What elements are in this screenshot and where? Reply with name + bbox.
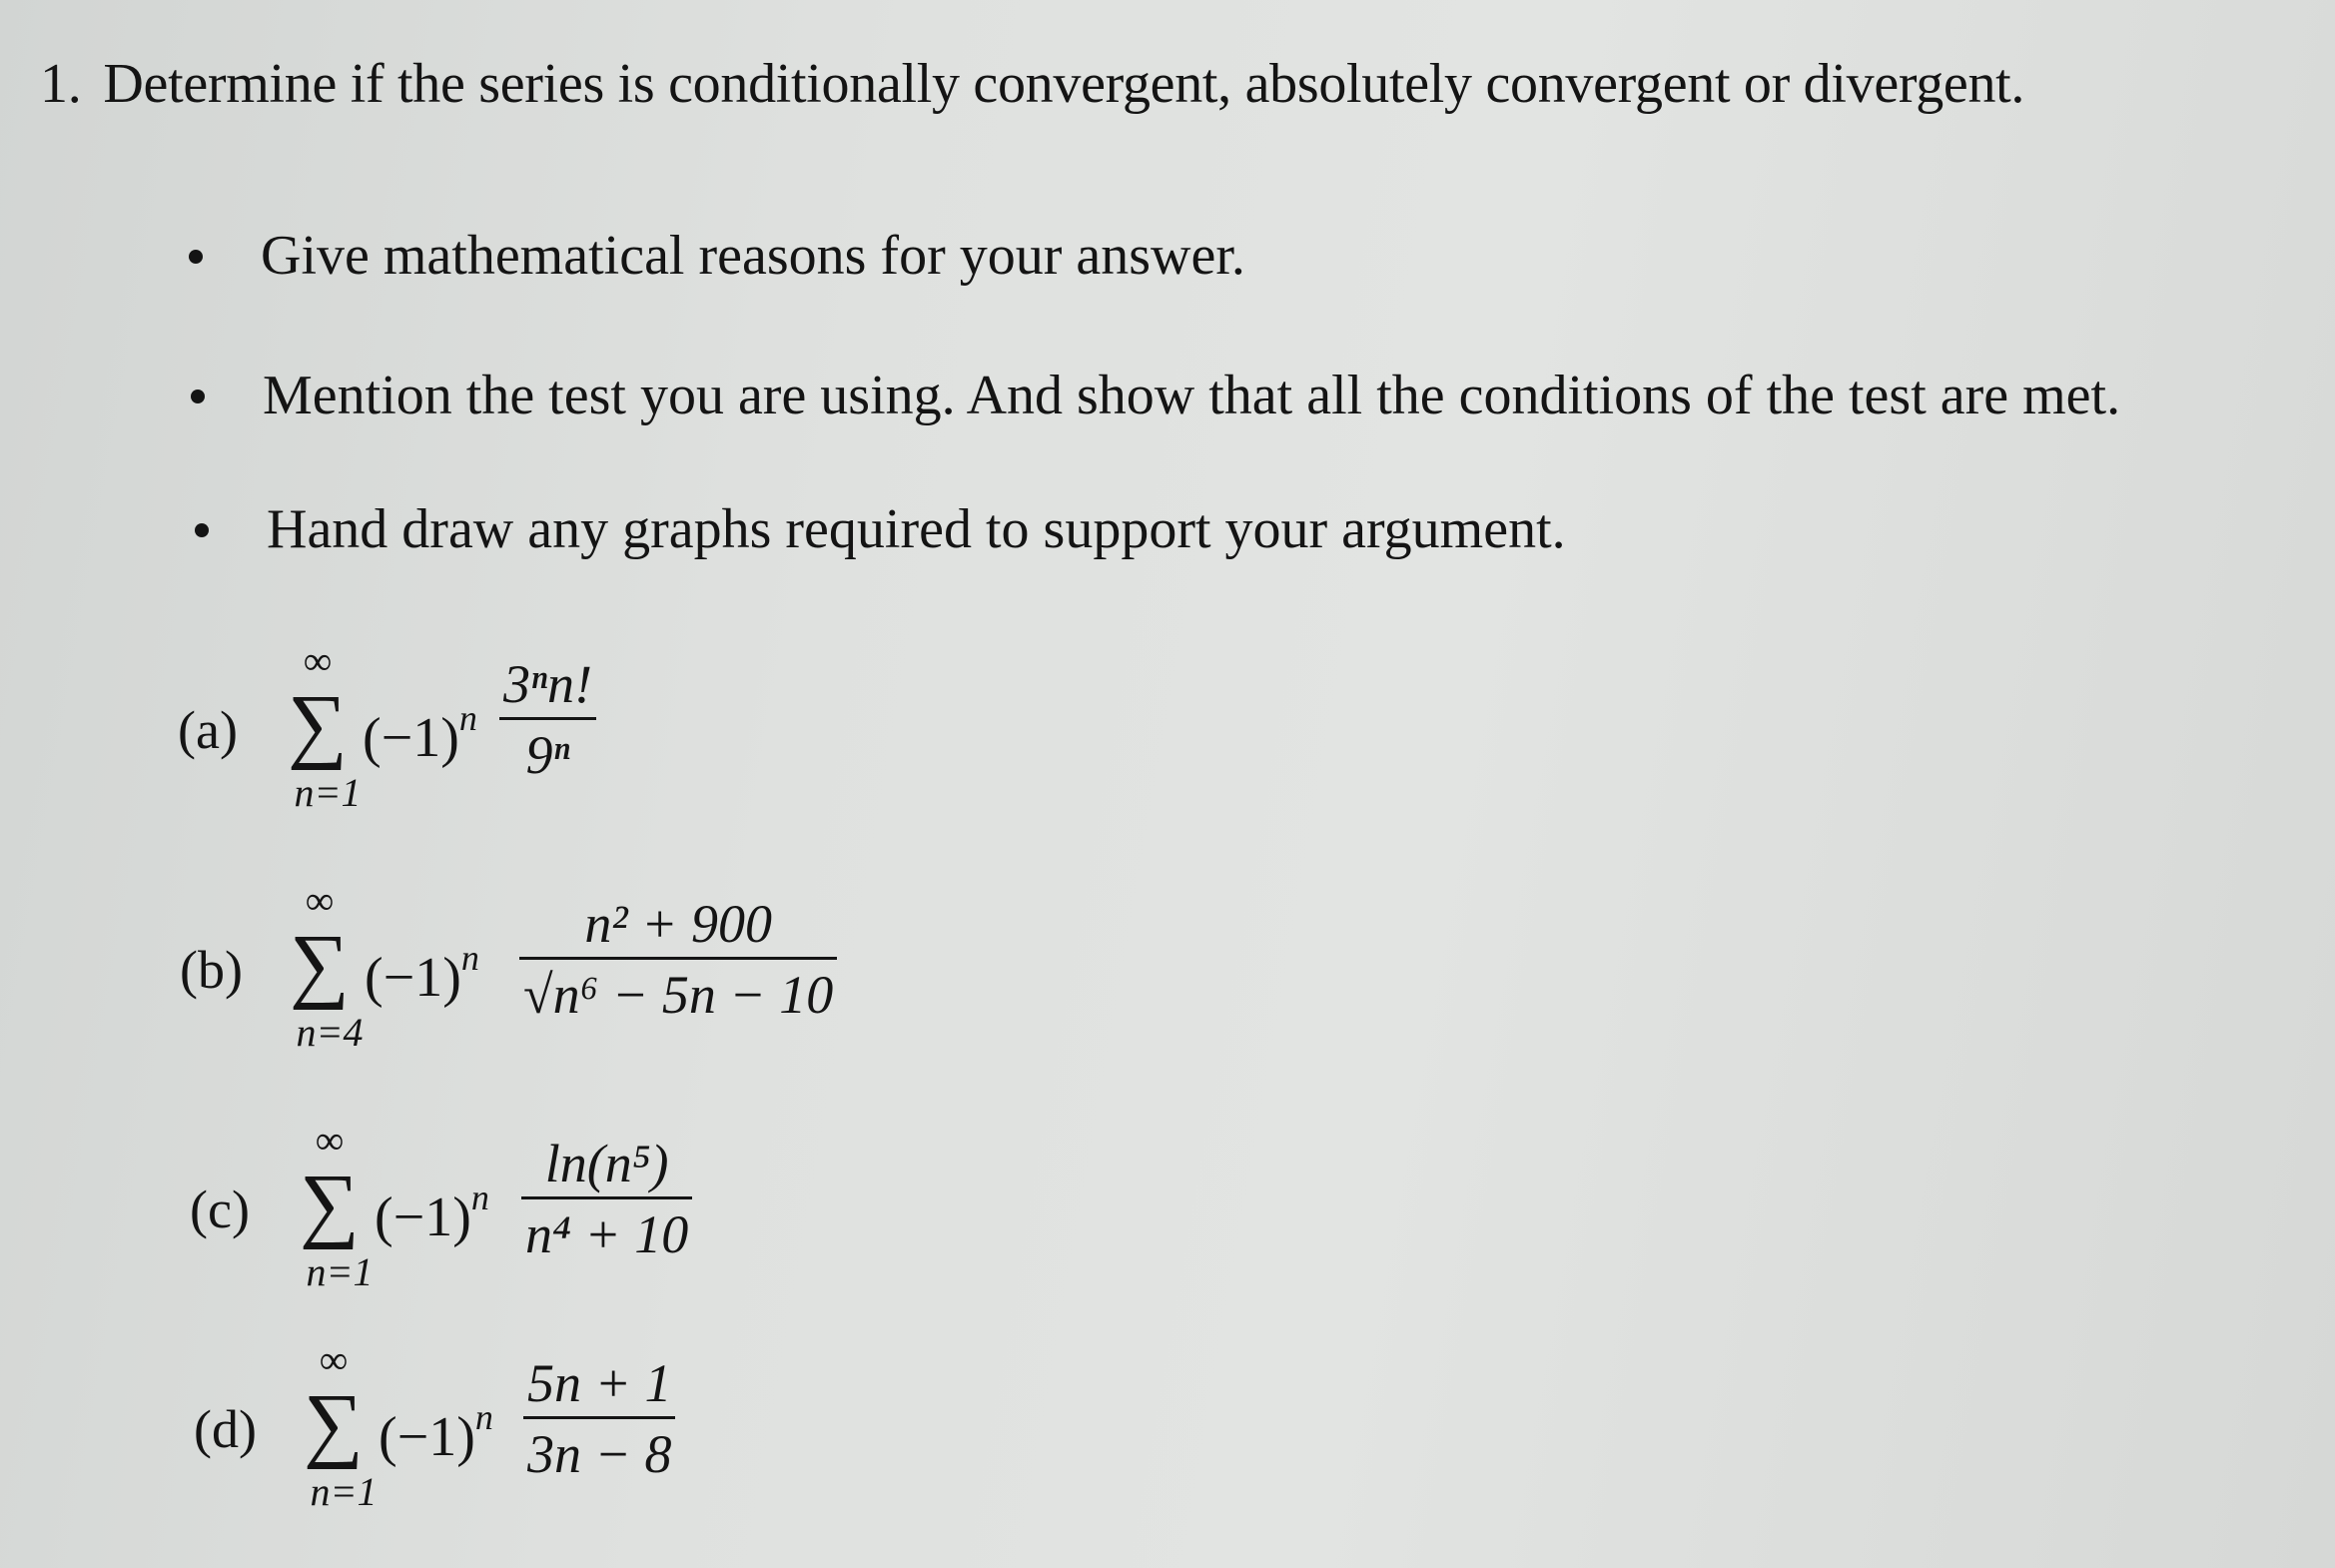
instruction-item xyxy=(205,225,1245,287)
fraction-bar xyxy=(523,1416,675,1419)
alternating-factor xyxy=(375,1176,489,1249)
alternating-base: (−1) xyxy=(365,947,461,1009)
fraction-denominator: n⁴ + 10 xyxy=(525,1204,689,1264)
fraction-denominator: 3n − 8 xyxy=(527,1424,672,1484)
summation-lower-limit: n=1 xyxy=(310,1469,378,1514)
alternating-factor xyxy=(363,697,477,770)
instruction-text: Give mathematical reasons for your answer. xyxy=(261,225,1245,287)
alternating-base: (−1) xyxy=(379,1406,475,1468)
sigma-symbol: ∑ xyxy=(300,1158,360,1250)
summation-upper-limit: ∞ xyxy=(303,638,333,683)
sigma-symbol: ∑ xyxy=(288,678,348,771)
problem-b xyxy=(180,879,1079,1079)
alternating-base: (−1) xyxy=(375,1186,471,1248)
fraction-bar xyxy=(499,717,596,720)
problem-d xyxy=(194,1338,1093,1538)
fraction-numerator: 3ⁿn! xyxy=(503,654,592,714)
fraction-bar xyxy=(521,1196,692,1199)
summation-upper-limit: ∞ xyxy=(315,1118,345,1163)
sigma-symbol: ∑ xyxy=(304,1377,364,1470)
fraction-denominator: 9ⁿ xyxy=(525,725,570,785)
problem-a xyxy=(178,639,1077,839)
problem-label: (b) xyxy=(180,940,243,1000)
instruction-item xyxy=(207,365,2121,426)
summation-lower-limit: n=1 xyxy=(294,770,362,815)
fraction xyxy=(519,893,837,1026)
fraction xyxy=(499,653,596,786)
sigma-symbol: ∑ xyxy=(290,918,350,1011)
question-heading xyxy=(40,52,2024,116)
problem-label: (c) xyxy=(190,1179,250,1239)
instruction-text: Hand draw any graphs required to support your argument. xyxy=(267,498,1566,560)
alternating-factor xyxy=(365,937,479,1010)
instruction-item xyxy=(211,498,1566,560)
summation-upper-limit: ∞ xyxy=(319,1337,349,1382)
fraction-bar xyxy=(519,957,837,960)
fraction-numerator: 5n + 1 xyxy=(527,1353,672,1413)
problem-c xyxy=(190,1119,1089,1318)
instruction-text: Mention the test you are using. And show that all the conditions of the test are met. xyxy=(263,365,2121,426)
question-text: Determine if the series is conditionally convergent, absolutely convergent or divergent. xyxy=(103,53,2025,115)
summation-lower-limit: n=1 xyxy=(306,1249,374,1294)
alternating-exponent: n xyxy=(460,938,479,978)
problem-label: (d) xyxy=(194,1399,257,1459)
alternating-exponent: n xyxy=(474,1397,493,1437)
fraction xyxy=(523,1352,675,1485)
summation-lower-limit: n=4 xyxy=(296,1010,364,1055)
fraction-numerator: n² + 900 xyxy=(584,894,772,954)
summation-upper-limit: ∞ xyxy=(305,878,335,923)
fraction xyxy=(521,1133,692,1265)
alternating-exponent: n xyxy=(458,698,477,738)
alternating-factor xyxy=(379,1396,493,1469)
alternating-base: (−1) xyxy=(363,707,459,769)
question-number: 1. xyxy=(40,53,82,115)
problem-label: (a) xyxy=(178,700,238,760)
fraction-denominator: √n⁶ − 5n − 10 xyxy=(523,965,834,1025)
alternating-exponent: n xyxy=(470,1177,489,1217)
fraction-numerator: ln(n⁵) xyxy=(544,1134,669,1193)
